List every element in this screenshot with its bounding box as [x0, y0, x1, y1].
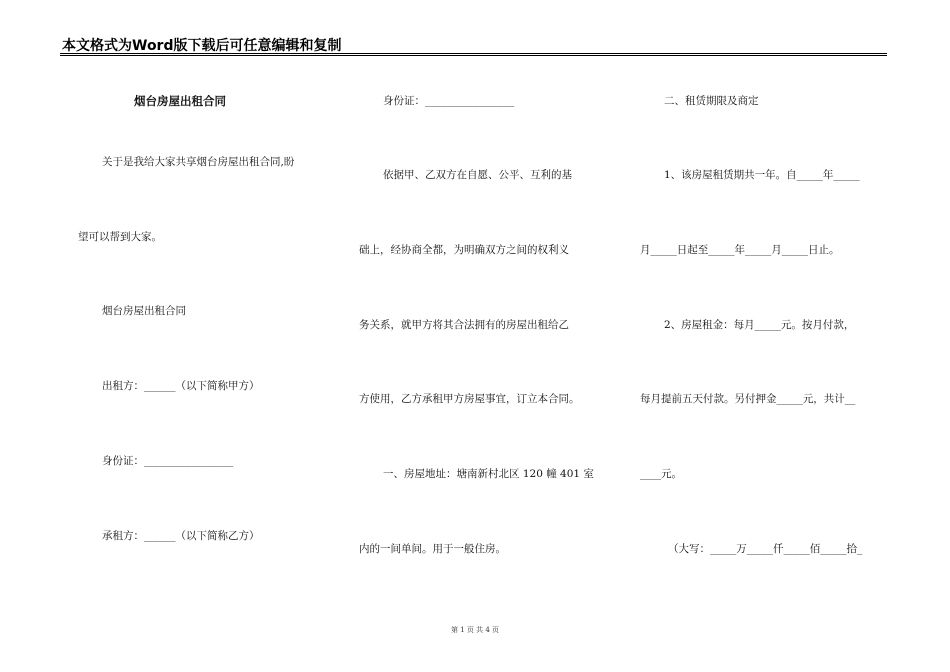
term-clause-line-2: 月_____日起至_____年_____月_____日止。 — [640, 244, 840, 256]
term-clause-line-1: 1、该房屋租赁期共一年。自_____年_____ — [664, 169, 860, 181]
intro-line-2: 望可以帮到大家。 — [78, 231, 162, 243]
header-divider — [60, 53, 887, 54]
contract-title: 烟台房屋出租合同 — [134, 94, 226, 108]
rent-clause-line-2: 每月提前五天付款。另付押金_____元，共计__ — [640, 393, 856, 405]
preamble-line-2: 础上，经协商全都，为明确双方之间的权利义 — [359, 244, 569, 256]
preamble-line-1: 依据甲、乙双方在自愿、公平、互利的基 — [383, 169, 572, 181]
preamble-line-3: 务关系，就甲方将其合法拥有的房屋出租给乙 — [359, 319, 569, 331]
lessee-id-card-line: 身份证：_________________ — [383, 95, 515, 107]
lessor-id-card-line: 身份证：_________________ — [102, 455, 234, 467]
page-number: 第 1 页 共 4 页 — [450, 626, 500, 634]
document-header-title: 本文格式为Word版下载后可任意编辑和复制 — [62, 38, 342, 54]
section-two-heading: 二、租赁期限及商定 — [664, 95, 759, 107]
address-clause-line-2: 内的一间单间。用于一般住房。 — [359, 543, 506, 555]
header-divider-secondary — [60, 55, 887, 56]
intro-line-1: 关于是我给大家共享烟台房屋出租合同,盼 — [102, 156, 295, 168]
contract-subtitle: 烟台房屋出租合同 — [102, 305, 186, 317]
lessor-line: 出租方：______（以下简称甲方） — [102, 380, 260, 392]
rent-clause-line-1: 2、房屋租金：每月_____元。按月付款， — [664, 319, 855, 331]
address-clause-line-1: 一、房屋地址：塘南新村北区 120 幢 401 室 — [383, 468, 594, 480]
rent-clause-line-3: ____元。 — [640, 468, 682, 480]
lessee-line: 承租方：______（以下简称乙方） — [102, 530, 260, 542]
amount-in-words-line: （大写：_____万_____仟_____佰_____拾_ — [668, 543, 863, 555]
preamble-line-4: 方使用，乙方承租甲方房屋事宜，订立本合同。 — [359, 393, 580, 405]
